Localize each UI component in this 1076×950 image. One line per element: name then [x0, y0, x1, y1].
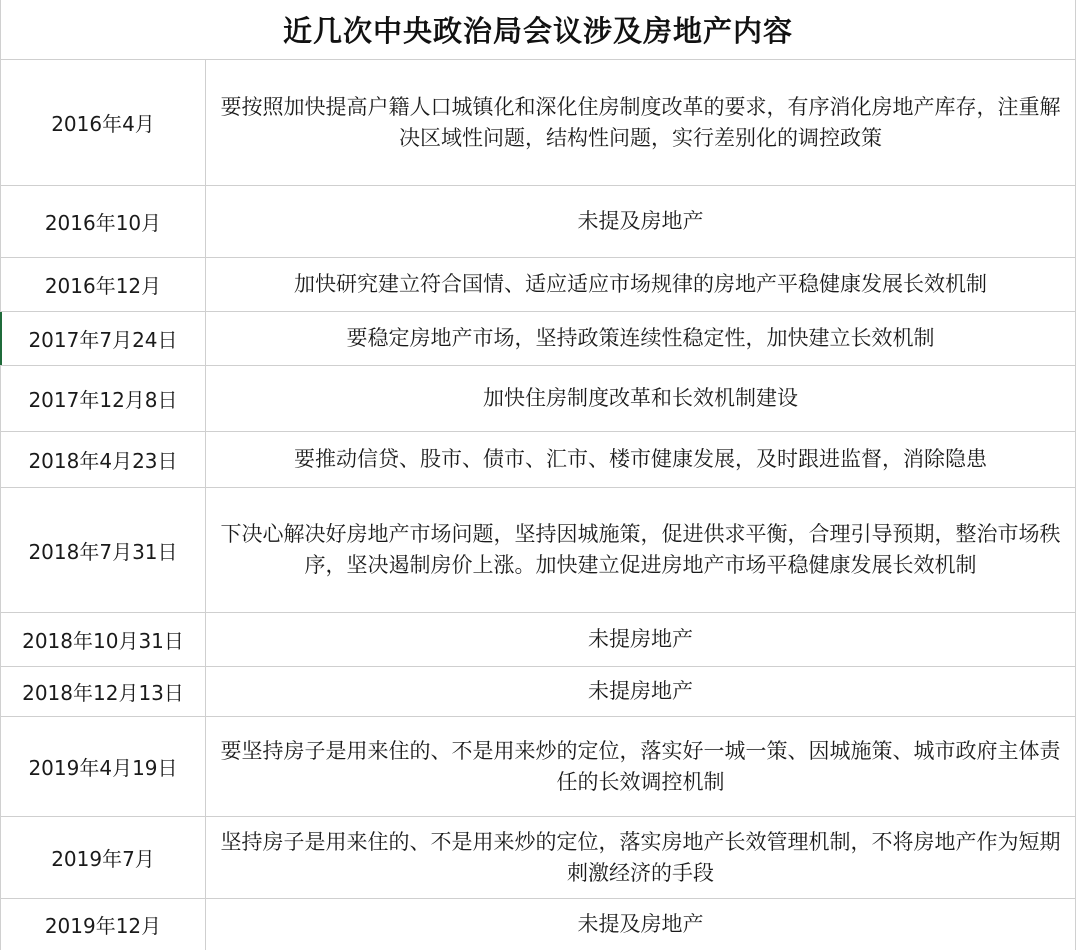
date-cell: 2018年7月31日	[1, 488, 206, 612]
content-text: 要按照加快提高户籍人口城镇化和深化住房制度改革的要求，有序消化房地产库存，注重解决区域性问题，结构性问题，实行差别化的调控政策	[220, 94, 1061, 150]
date-cell: 2019年12月	[1, 899, 206, 950]
table-row	[1, 817, 1075, 899]
content-text: 要稳定房地产市场，坚持政策连续性稳定性，加快建立长效机制	[346, 326, 935, 350]
date-cell: 2016年12月	[1, 258, 206, 311]
table-row	[1, 717, 1075, 817]
content-cell	[206, 186, 1075, 257]
content-cell	[206, 613, 1075, 666]
content-text: 未提房地产	[588, 679, 693, 703]
content-cell	[206, 817, 1075, 898]
table-row	[1, 258, 1075, 312]
content-cell	[206, 366, 1075, 431]
date-cell: 2019年7月	[1, 817, 206, 898]
date-cell: 2016年10月	[1, 186, 206, 257]
content-text: 加快研究建立符合国情、适应适应市场规律的房地产平稳健康发展长效机制	[294, 272, 987, 296]
content-cell	[206, 312, 1075, 365]
table-title: 近几次中央政治局会议涉及房地产内容	[1, 0, 1075, 60]
date-cell: 2016年4月	[1, 60, 206, 185]
table-row	[1, 667, 1075, 717]
content-cell	[206, 60, 1075, 185]
date-cell: 2018年10月31日	[1, 613, 206, 666]
date-cell: 2017年7月24日	[1, 312, 206, 365]
content-cell	[206, 899, 1075, 950]
content-cell	[206, 667, 1075, 716]
content-cell	[206, 717, 1075, 816]
table-row	[1, 186, 1075, 258]
content-text: 要推动信贷、股市、债市、汇市、楼市健康发展，及时跟进监督，消除隐患	[294, 447, 987, 471]
content-cell	[206, 258, 1075, 311]
content-text: 未提房地产	[588, 627, 693, 651]
table-body	[1, 60, 1075, 950]
table-row	[1, 312, 1075, 366]
table-row	[1, 899, 1075, 950]
date-cell: 2018年4月23日	[1, 432, 206, 487]
table-row	[1, 366, 1075, 432]
content-text: 未提及房地产	[577, 912, 704, 936]
content-cell	[206, 488, 1075, 612]
content-text: 坚持房子是用来住的、不是用来炒的定位，落实房地产长效管理机制，不将房地产作为短期刺激经济的手段	[220, 829, 1061, 885]
date-cell: 2018年12月13日	[1, 667, 206, 716]
table-row	[1, 60, 1075, 186]
table-row	[1, 488, 1075, 613]
date-cell: 2019年4月19日	[1, 717, 206, 816]
date-cell: 2017年12月8日	[1, 366, 206, 431]
content-text: 加快住房制度改革和长效机制建设	[483, 386, 798, 410]
content-text: 要坚持房子是用来住的、不是用来炒的定位，落实好一城一策、因城施策、城市政府主体责任的长效调控机制	[220, 738, 1061, 794]
table-row	[1, 432, 1075, 488]
content-text: 未提及房地产	[577, 209, 704, 233]
content-cell	[206, 432, 1075, 487]
table-row	[1, 613, 1075, 667]
content-text: 下决心解决好房地产市场问题，坚持因城施策，促进供求平衡，合理引导预期，整治市场秩序，坚决遏制房价上涨。加快建立促进房地产市场平稳健康发展长效机制	[220, 522, 1061, 577]
